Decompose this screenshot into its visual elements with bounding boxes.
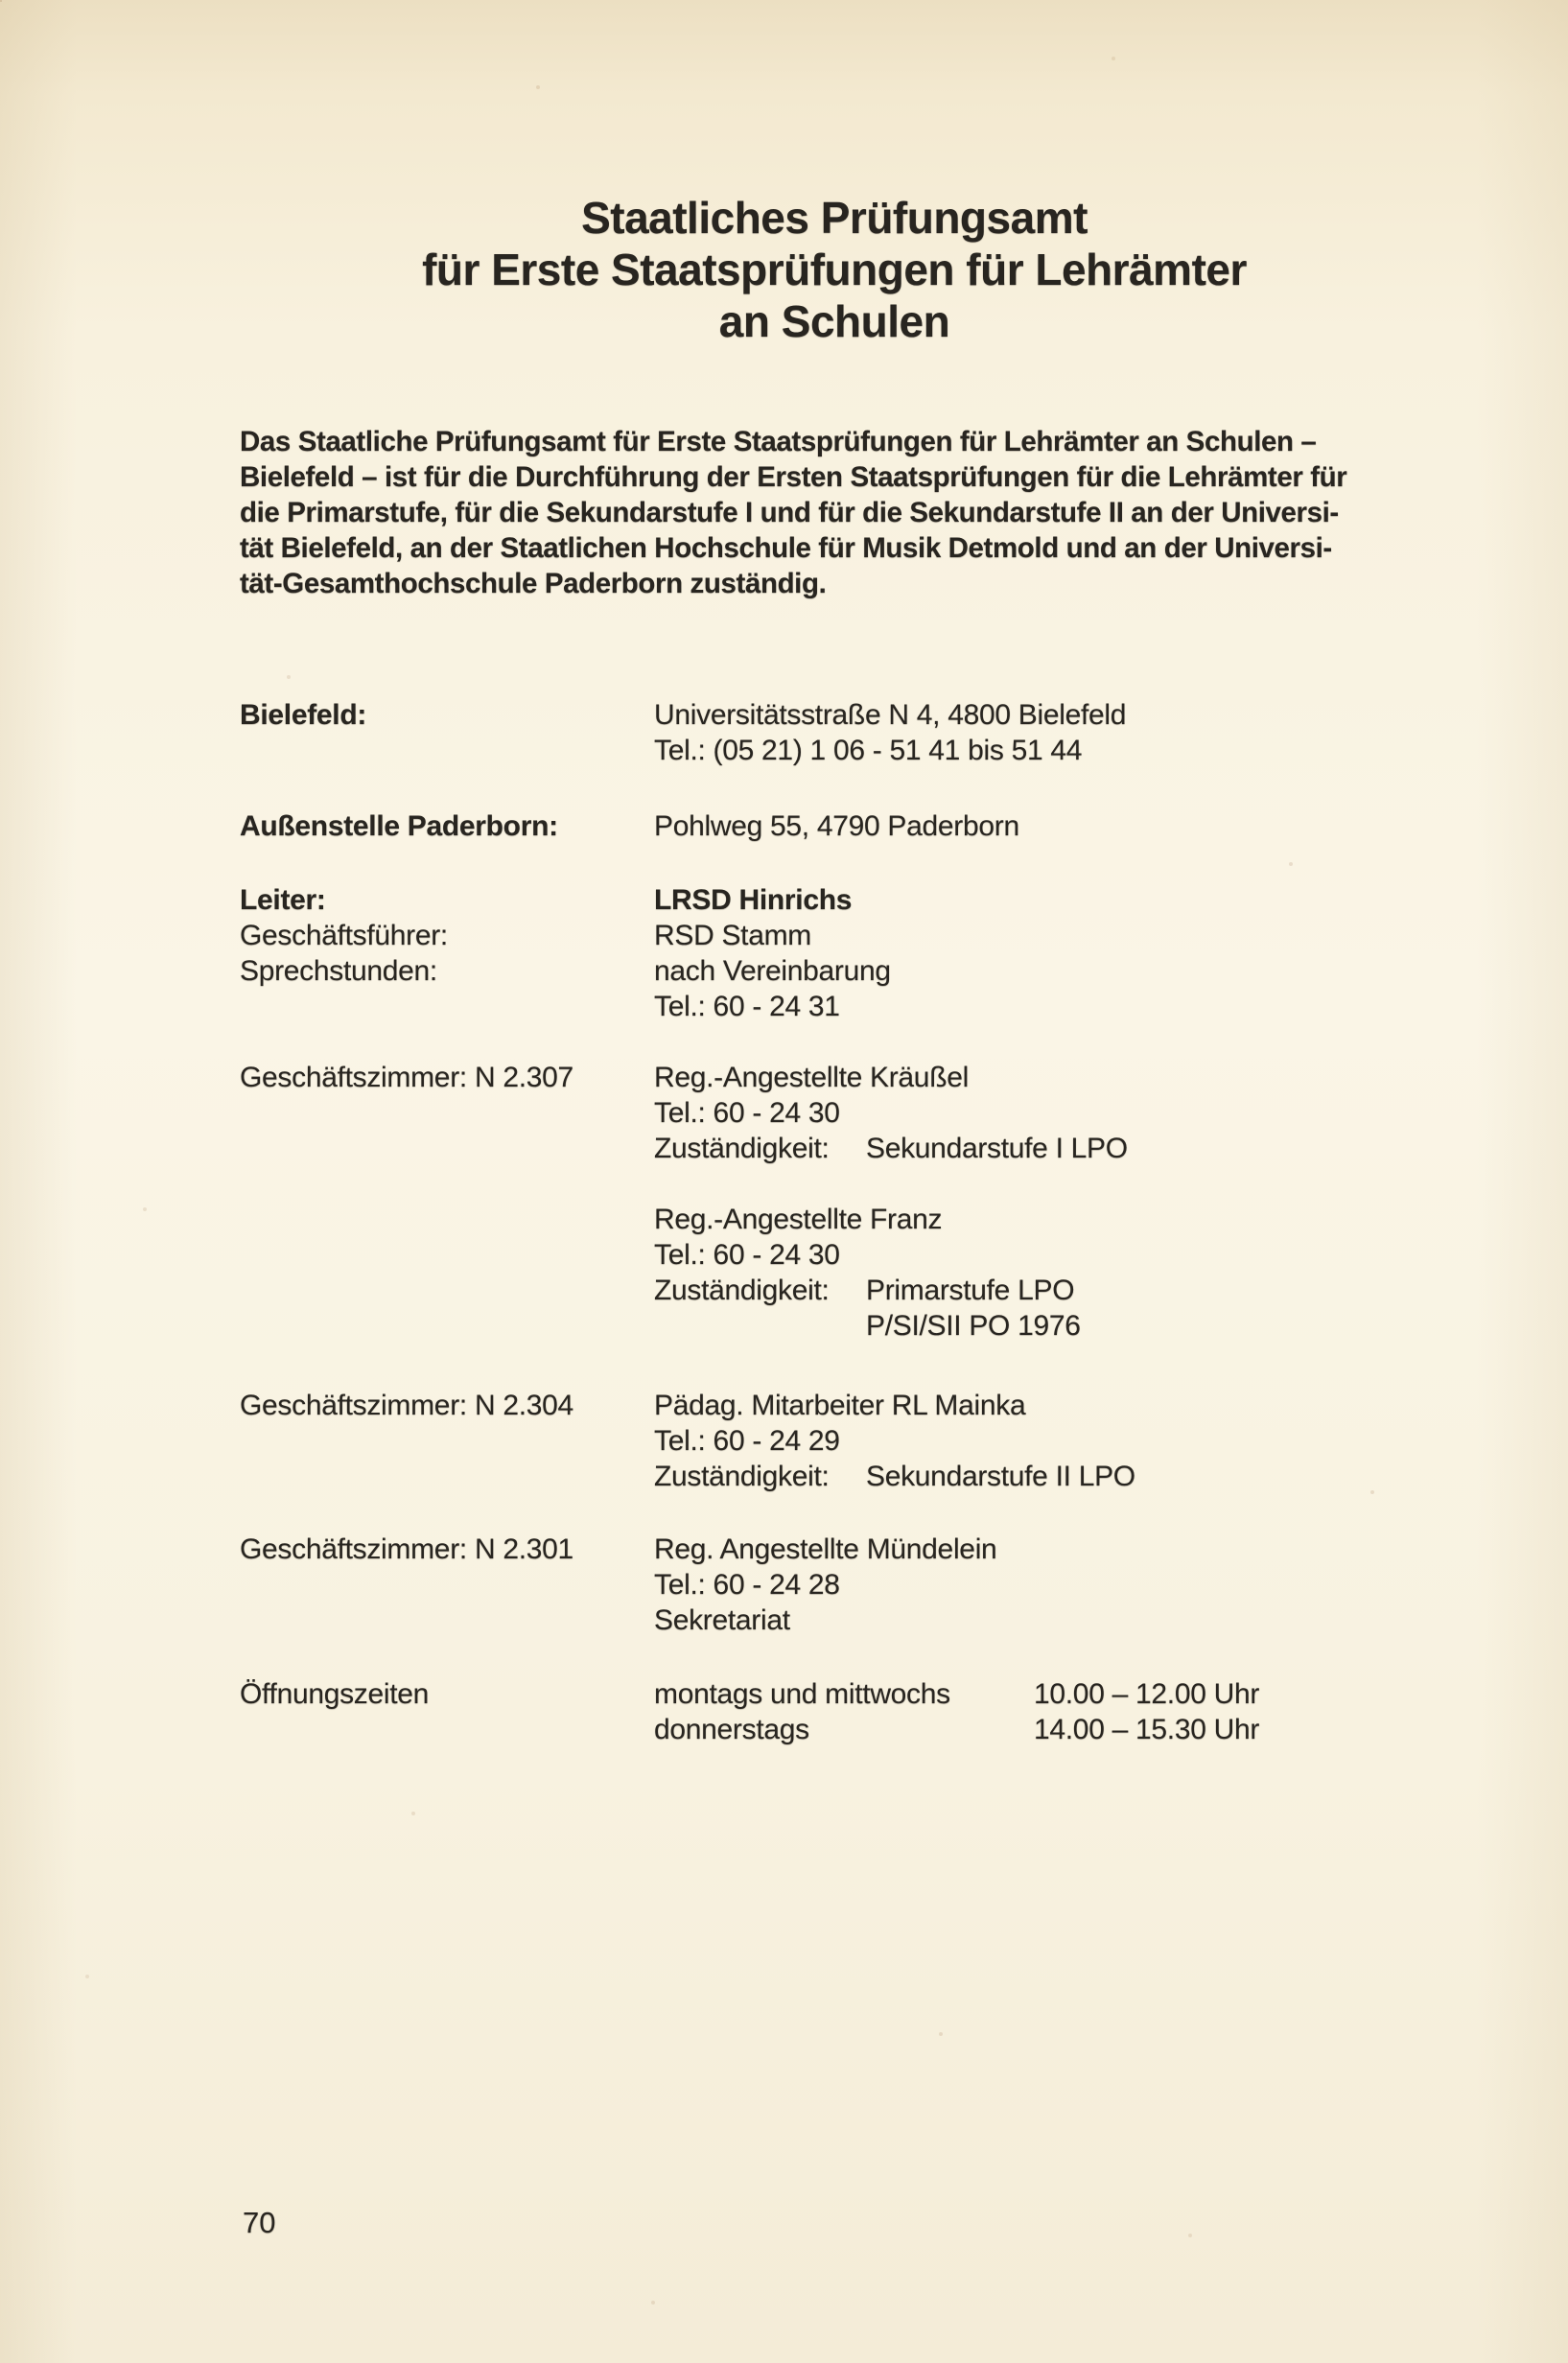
intro-line: Das Staatliche Prüfungsamt für Erste Staatsprüfungen für Lehrämter an Schulen – — [240, 426, 1317, 457]
intro-line: Bielefeld – ist für die Durchführung der Ersten Staatsprüfungen für die Lehrämter für — [240, 461, 1347, 493]
leiter-label: Leiter: — [240, 884, 326, 916]
opening-hours-time: 14.00 – 15.30 Uhr — [1034, 1714, 1260, 1745]
office-franz-values — [654, 1202, 1081, 1344]
bielefeld-phone: Tel.: (05 21) 1 06 - 51 41 bis 51 44 — [654, 735, 1083, 766]
intro-line: die Primarstufe, für die Sekundarstufe I und für die Sekundarstufe II an der Universi- — [240, 497, 1339, 528]
responsibility-value: Sekundarstufe II LPO — [866, 1461, 1135, 1492]
responsibility-value: Sekundarstufe I LPO — [866, 1133, 1128, 1164]
opening-hours-row — [654, 1676, 1259, 1712]
leadership-labels — [240, 882, 654, 989]
responsibility-key: Zuständigkeit: — [654, 1461, 830, 1492]
intro-line: tät-Gesamthochschule Paderborn zuständig. — [240, 568, 827, 599]
office-2307-phone: Tel.: 60 - 24 30 — [654, 1097, 840, 1129]
office-2307-name: Reg.-Angestellte Kräußel — [654, 1062, 969, 1093]
sprechstunden-value: nach Vereinbarung — [654, 955, 891, 987]
office-franz-phone: Tel.: 60 - 24 30 — [654, 1239, 840, 1271]
entry-office-2304 — [240, 1388, 1135, 1494]
office-franz-responsibility-2 — [654, 1308, 1081, 1344]
opening-hours-label: Öffnungszeiten — [240, 1678, 430, 1710]
paper-specks — [0, 0, 2, 2]
opening-hours-days: donnerstags — [654, 1714, 809, 1745]
title-line-1: Staatliches Prüfungsamt — [581, 193, 1088, 243]
entry-office-2307 — [240, 1060, 1128, 1166]
opening-hours-days: montags und mittwochs — [654, 1678, 950, 1710]
intro-paragraph — [240, 424, 1346, 601]
page-title — [240, 192, 1429, 347]
office-2307-label: Geschäftszimmer: N 2.307 — [240, 1062, 573, 1093]
office-2304-phone: Tel.: 60 - 24 29 — [654, 1425, 840, 1457]
entry-leadership — [240, 882, 891, 1024]
entry-office-2301 — [240, 1532, 996, 1638]
office-2304-label: Geschäftszimmer: N 2.304 — [240, 1390, 573, 1421]
office-2301-name: Reg. Angestellte Mündelein — [654, 1533, 997, 1565]
opening-hours-row — [654, 1712, 1259, 1747]
page-number: 70 — [243, 2206, 276, 2239]
title-line-2: für Erste Staatsprüfungen für Lehrämter — [422, 245, 1247, 294]
responsibility-value-2: P/SI/SII PO 1976 — [866, 1310, 1081, 1342]
geschaeftsfuehrer-label: Geschäftsführer: — [240, 920, 448, 951]
office-2301-phone: Tel.: 60 - 24 28 — [654, 1569, 840, 1601]
sprechstunden-phone: Tel.: 60 - 24 31 — [654, 991, 840, 1022]
entry-bielefeld — [240, 697, 1126, 768]
responsibility-value: Primarstufe LPO — [866, 1275, 1075, 1306]
bielefeld-address: Universitätsstraße N 4, 4800 Bielefeld — [654, 699, 1127, 731]
geschaeftsfuehrer-value: RSD Stamm — [654, 920, 811, 951]
office-2304-values — [654, 1388, 1135, 1494]
sprechstunden-label: Sprechstunden: — [240, 955, 437, 987]
office-franz-name: Reg.-Angestellte Franz — [654, 1204, 943, 1235]
office-2301-label: Geschäftszimmer: N 2.301 — [240, 1533, 573, 1565]
opening-hours-values — [654, 1676, 1259, 1747]
entry-opening-hours — [240, 1676, 1259, 1747]
opening-hours-time: 10.00 – 12.00 Uhr — [1034, 1678, 1260, 1710]
entry-office-franz — [240, 1202, 1081, 1344]
office-2304-name: Pädag. Mitarbeiter RL Mainka — [654, 1390, 1026, 1421]
office-2304-responsibility — [654, 1459, 1135, 1494]
responsibility-key: Zuständigkeit: — [654, 1133, 830, 1164]
leadership-values — [654, 882, 891, 1024]
office-2307-values — [654, 1060, 1128, 1166]
paderborn-address: Pohlweg 55, 4790 Paderborn — [654, 810, 1019, 842]
intro-line: tät Bielefeld, an der Staatlichen Hochschule für Musik Detmold und an der Universi- — [240, 532, 1332, 564]
bielefeld-values — [654, 697, 1126, 768]
leiter-value: LRSD Hinrichs — [654, 884, 853, 916]
paderborn-values — [654, 808, 1019, 844]
entry-paderborn — [240, 808, 1019, 844]
office-2301-note: Sekretariat — [654, 1604, 790, 1636]
responsibility-key: Zuständigkeit: — [654, 1275, 830, 1306]
office-franz-responsibility — [654, 1273, 1081, 1308]
office-2307-responsibility — [654, 1131, 1128, 1166]
office-2301-values — [654, 1532, 996, 1638]
title-line-3: an Schulen — [718, 296, 950, 346]
bielefeld-label: Bielefeld: — [240, 699, 367, 731]
paderborn-label: Außenstelle Paderborn: — [240, 810, 558, 842]
